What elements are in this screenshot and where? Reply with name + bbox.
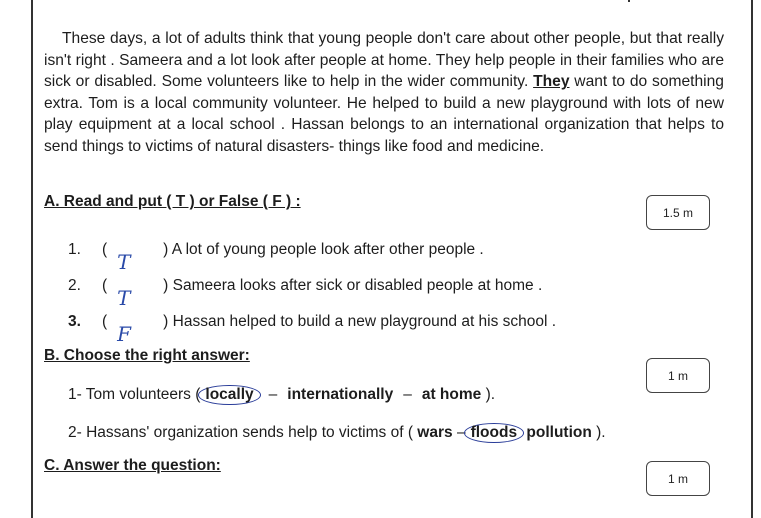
mcq-1-option-locally[interactable]: locally <box>198 385 260 405</box>
handwritten-answer: F <box>117 322 132 346</box>
section-c-heading: C. Answer the question: <box>44 457 221 474</box>
tf-close-paren: ) <box>163 313 169 330</box>
handwritten-answer: T <box>117 250 131 274</box>
tf-open-paren: ( <box>102 277 108 294</box>
mcq-2-option-wars[interactable]: wars <box>417 424 453 441</box>
mcq-2 <box>68 423 606 443</box>
handwritten-answer: T <box>117 286 131 310</box>
section-b-heading: B. Choose the right answer: <box>44 347 250 364</box>
tf-item-number: 2. <box>68 277 81 294</box>
section-b-marks-box <box>646 358 710 393</box>
tf-statement: Sameera looks after sick or disabled people at home . <box>172 277 543 294</box>
tf-open-paren: ( <box>102 241 108 258</box>
passage-text-end: want to do something extra. Tom is a local community volunteer. He helped to build a new playground with lots of new play equipment at a local school . Hassan belongs to an international organization that helps to send things to victims of natural disasters- things like food and medicine. <box>44 73 724 155</box>
tf-open-paren: ( <box>102 313 108 330</box>
tf-item-number: 3. <box>68 313 81 330</box>
passage-text-start: These days, a lot of adults think that young people don't care about other people, but that really isn't right . Sameera and a lot look after people at home. They help people in their families who are sick or disabled. Some volunteers like to help in the wider community. <box>44 30 724 91</box>
tf-statement: Hassan helped to build a new playground at his school . <box>172 313 557 330</box>
option-separator: – <box>456 424 466 441</box>
mcq-1 <box>68 385 495 405</box>
tf-close-paren: ) <box>163 241 169 258</box>
tf-item-number: 1. <box>68 241 81 258</box>
mcq-2-option-floods[interactable]: floods <box>464 423 525 443</box>
reference-word: They <box>533 73 570 91</box>
mcq-2-suffix: ). <box>596 424 606 441</box>
section-a-marks-box <box>646 195 710 230</box>
reading-passage <box>44 28 724 158</box>
tf-statement: A lot of young people look after other people . <box>171 241 484 258</box>
frame-divider <box>628 0 630 2</box>
tf-item-1 <box>68 241 484 274</box>
passage-paragraph <box>44 28 724 158</box>
mcq-2-option-pollution[interactable]: pollution <box>526 424 592 441</box>
mcq-1-option-internationally[interactable]: internationally <box>287 386 394 403</box>
mcq-1-prefix: 1- Tom volunteers ( <box>68 386 201 403</box>
mcq-1-suffix: ). <box>485 386 496 403</box>
section-c-marks: 1 m <box>667 471 688 486</box>
mcq-1-option-at-home[interactable]: at home <box>421 386 482 403</box>
section-a-heading: A. Read and put ( T ) or False ( F ) : <box>44 193 301 210</box>
tf-item-2 <box>68 277 543 310</box>
tf-close-paren: ) <box>163 277 169 294</box>
tf-item-3 <box>68 313 557 346</box>
section-a-marks: 1.5 m <box>662 205 693 220</box>
section-c-marks-box <box>646 461 710 496</box>
mcq-2-prefix: 2- Hassans' organization sends help to victims of ( <box>68 424 413 441</box>
section-b-marks: 1 m <box>667 368 688 383</box>
option-separator: – <box>268 386 278 403</box>
option-separator: – <box>403 386 412 403</box>
